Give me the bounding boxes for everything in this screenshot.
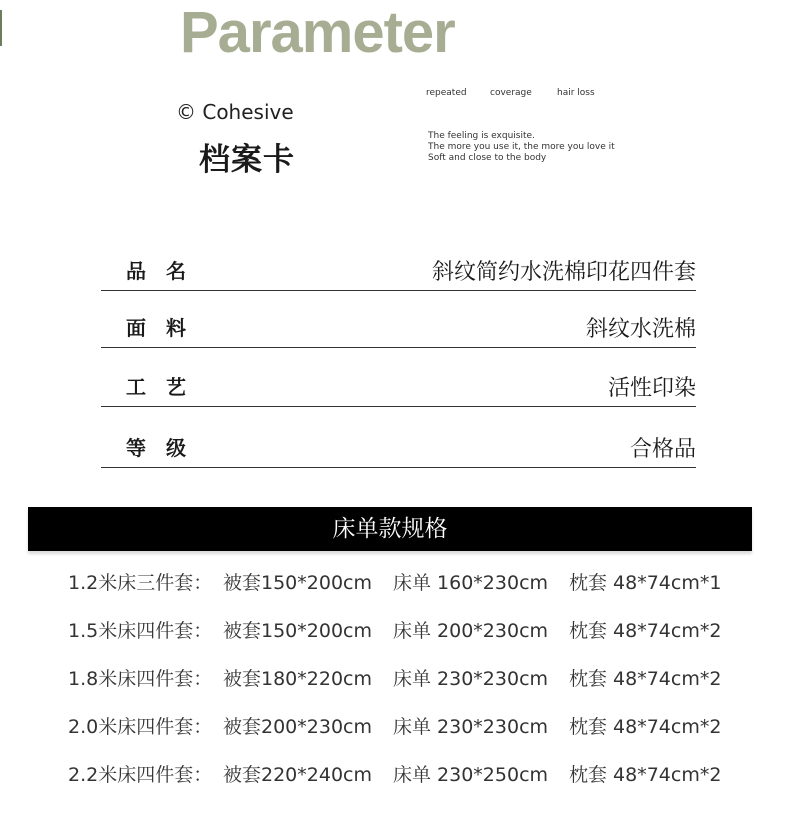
param-value: 活性印染 — [607, 376, 696, 401]
param-row-grade — [101, 427, 696, 468]
spec-row — [0, 568, 790, 598]
slogan-line: The feeling is exquisite. — [428, 131, 535, 141]
card-title: 档案卡 — [199, 142, 295, 178]
spec-duvet: 被套150*200cm — [223, 572, 372, 594]
param-row-product-name — [101, 250, 696, 291]
spec-pillow: 枕套 48*74cm*2 — [569, 620, 722, 642]
slogan-line: Soft and close to the body — [428, 153, 547, 163]
spec-duvet: 被套180*220cm — [223, 668, 372, 690]
spec-sheet: 床单 160*230cm — [393, 572, 549, 594]
spec-size: 1.5米床四件套： — [68, 620, 213, 642]
spec-heading-bar: 床单款规格 — [28, 507, 752, 551]
edge-accent-line — [0, 10, 2, 46]
spec-sheet: 床单 230*230cm — [393, 716, 549, 738]
spec-size: 1.2米床三件套： — [68, 572, 213, 594]
spec-row — [0, 712, 790, 742]
spec-row — [0, 664, 790, 694]
param-row-process — [101, 366, 696, 407]
spec-duvet: 被套200*230cm — [223, 716, 372, 738]
page-title: Parameter — [180, 0, 455, 65]
param-row-fabric — [101, 307, 696, 348]
spec-size: 1.8米床四件套： — [68, 668, 213, 690]
spec-sheet: 床单 230*250cm — [393, 764, 549, 786]
spec-sheet: 床单 200*230cm — [393, 620, 549, 642]
param-value: 斜纹水洗棉 — [585, 317, 696, 342]
spec-pillow: 枕套 48*74cm*1 — [569, 572, 722, 594]
slogan-line: The more you use it, the more you love it — [428, 142, 615, 152]
param-label: 工艺 — [126, 375, 206, 399]
spec-duvet: 被套220*240cm — [223, 764, 372, 786]
slogan-block — [428, 131, 615, 164]
param-label: 品名 — [126, 259, 206, 283]
param-label: 面料 — [126, 316, 206, 340]
tag-repeated: repeated — [426, 88, 467, 98]
param-value: 斜纹简约水洗棉印花四件套 — [431, 260, 696, 285]
spec-size: 2.2米床四件套： — [68, 764, 213, 786]
param-value: 合格品 — [629, 437, 696, 462]
spec-size: 2.0米床四件套： — [68, 716, 213, 738]
spec-sheet: 床单 230*230cm — [393, 668, 549, 690]
spec-pillow: 枕套 48*74cm*2 — [569, 764, 722, 786]
brand-name: © Cohesive — [176, 100, 294, 124]
tag-coverage: coverage — [490, 88, 532, 98]
spec-duvet: 被套150*200cm — [223, 620, 372, 642]
tag-hair-loss: hair loss — [557, 88, 595, 98]
spec-pillow: 枕套 48*74cm*2 — [569, 668, 722, 690]
spec-row — [0, 616, 790, 646]
param-label: 等级 — [126, 436, 206, 460]
spec-pillow: 枕套 48*74cm*2 — [569, 716, 722, 738]
spec-row — [0, 760, 790, 790]
